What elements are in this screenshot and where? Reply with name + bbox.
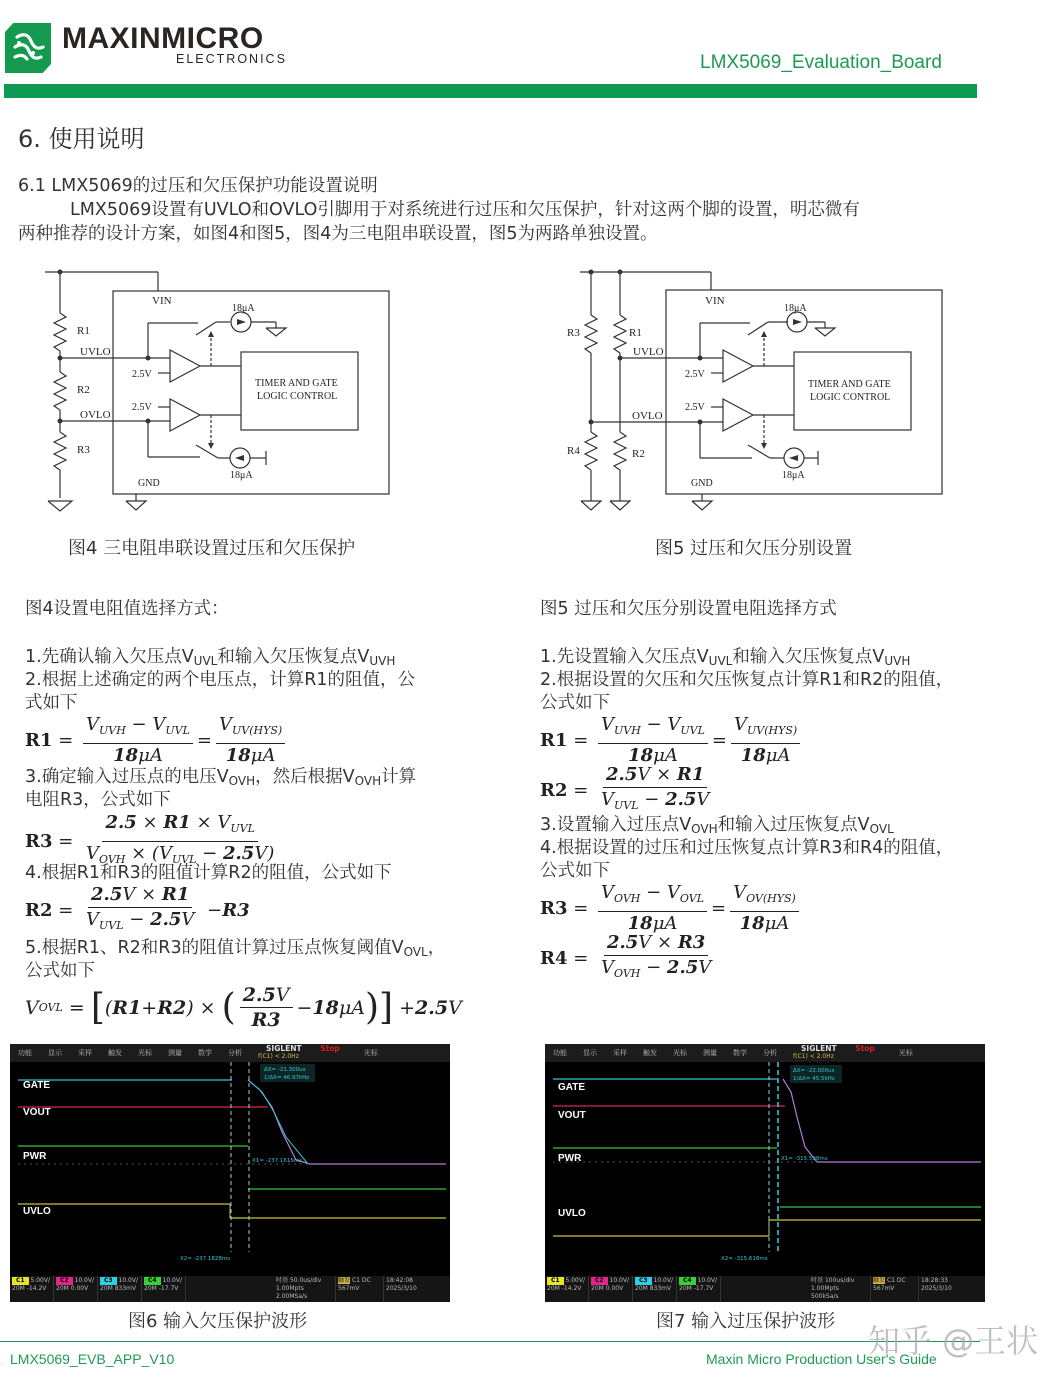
watermark: 知乎 @王状: [868, 1322, 1039, 1360]
trace-label-uvlo: UVLO: [23, 1206, 51, 1217]
svg-text:2.5V: 2.5V: [685, 369, 705, 380]
right-column-title: 图5 过压和欠压分别设置电阻选择方式: [540, 599, 837, 619]
svg-text:18μA: 18μA: [784, 303, 807, 314]
trace-label-gate: GATE: [23, 1080, 51, 1091]
svg-text:ΔX= -22.000us: ΔX= -22.000us: [793, 1068, 835, 1074]
oscilloscope-screenshot-fig7: [545, 1044, 985, 1302]
svg-text:LOGIC CONTROL: LOGIC CONTROL: [257, 391, 338, 402]
svg-text:OVLO: OVLO: [632, 410, 663, 422]
subsection-heading: 6.1 LMX5069的过压和欠压保护功能设置说明: [18, 176, 378, 196]
figure6-caption: 图6 输入欠压保护波形: [128, 1311, 308, 1332]
svg-text:VIN: VIN: [152, 295, 172, 307]
document-title: LMX5069_Evaluation_Board: [700, 52, 942, 73]
trace-label-uvlo: UVLO: [558, 1208, 586, 1219]
left-step2-cont: 式如下: [25, 693, 78, 713]
svg-text:TIMER AND GATE: TIMER AND GATE: [808, 379, 891, 390]
left-step5: 5.根据R1、R2和R3的阻值计算过压点恢复阈值$V_{OVL}$，: [25, 938, 446, 959]
left-formula-vovl: V OVL = [ ( R1 + R2 ) × ( $\frac{2.5V}{R3}$ − 18 μ A ) ] + 2.5 V: [25, 984, 462, 1031]
header-divider: [4, 84, 977, 98]
right-step4-cont: 公式如下: [540, 861, 610, 881]
footer-divider: [0, 1341, 980, 1342]
oscilloscope-screenshot-fig6: [10, 1044, 450, 1302]
scope-menubar: 功能 显示 采样 触发 光标 测量 数学 分析 SIGLENT Stop f(C1) < 2.0Hz 光标: [545, 1044, 985, 1062]
svg-text:R4: R4: [567, 445, 580, 457]
svg-text:X2= -237.1828ms: X2= -237.1828ms: [180, 1256, 231, 1262]
trace-label-gate: GATE: [558, 1082, 586, 1093]
svg-text:OVLO: OVLO: [80, 409, 111, 421]
footer-doc-id: LMX5069_EVB_APP_V10: [10, 1351, 175, 1367]
right-step1: 1.先设置输入欠压点$V_{UVL}$和输入欠压恢复点$V_{UVH}$: [540, 647, 911, 668]
logo-subtext: ELECTRONICS: [176, 52, 287, 66]
svg-text:X1= -315.598ms: X1= -315.598ms: [781, 1156, 828, 1162]
right-step2-cont: 公式如下: [540, 693, 610, 713]
svg-text:18μA: 18μA: [782, 470, 805, 481]
svg-text:2.5V: 2.5V: [685, 402, 705, 413]
scope-statusbar: C1 5.00V/ 20M -14.2V C2 10.0V/ 20M 0.00V C3 10.0V/ 20M 833mV C4 10.0V/ 20M -17.7V 时基 100us/div 1.00Mpts 500kSa/s 触发 C1 DC 567mV 18:28:33 2025/3/10: [545, 1276, 985, 1302]
left-step3: 3.确定输入过压点的电压$V_{OVH}$，然后根据$V_{OVH}$计算: [25, 767, 417, 788]
right-formula-r2: R2 = $\frac{2.5V \times R1}{V_{UVL} - 2.5V}$: [540, 764, 710, 812]
svg-text:VIN: VIN: [705, 295, 725, 307]
svg-text:2.5V: 2.5V: [132, 369, 152, 380]
right-step3: 3.设置输入过压点$V_{OVH}$和输入过压恢复点$V_{OVL}$: [540, 815, 894, 836]
right-step4: 4.根据设置的过压和过压恢复点计算R3和R4的阻值，: [540, 838, 954, 858]
left-column-title: 图4设置电阻值选择方式：: [25, 599, 229, 619]
svg-text:R2: R2: [77, 384, 90, 396]
left-step4: 4.根据R1和R3的阻值计算R2的阻值，公式如下: [25, 863, 392, 883]
svg-text:R3: R3: [567, 327, 580, 339]
left-formula-r3: R3 = $\frac{2.5 \times R1 \times V_{UVL}}{V_{OVH} \times (V_{UVL} - 2.5V)}$: [25, 812, 275, 866]
right-formula-r1: R1 = $\frac{V_{UVH} - V_{UVL}}{18\mu A}$ = $\frac{V_{UV(HYS)}}{18\mu A}$: [540, 714, 804, 767]
right-formula-r4: R4 = $\frac{2.5V \times R3}{V_{OVH} - 2.5V}$: [540, 932, 712, 980]
svg-text:X1= -237.1615ms: X1= -237.1615ms: [252, 1158, 303, 1164]
right-formula-r3: R3 = $\frac{V_{OVH} - V_{OVL}}{18\mu A}$ = $\frac{V_{OV(HYS)}}{18\mu A}$: [540, 882, 803, 935]
left-formula-r1: R1 = $\frac{V_{UVH} - V_{UVL}}{18\mu A}$ = $\frac{V_{UV(HYS)}}{18\mu A}$: [25, 714, 289, 767]
left-step3-cont: 电阻R3，公式如下: [25, 790, 171, 810]
figure4-circuit-diagram: [40, 265, 400, 515]
figure5-circuit-diagram: [560, 265, 950, 515]
left-formula-r2: R2 = $\frac{2.5V \times R1}{V_{UVL} - 2.5V}$ − R3: [25, 884, 250, 932]
svg-text:R2: R2: [632, 448, 645, 460]
trace-label-vout: VOUT: [558, 1110, 586, 1121]
svg-text:UVLO: UVLO: [633, 346, 664, 358]
left-step1: 1.先确认输入欠压点$V_{UVL}$和输入欠压恢复点$V_{UVH}$: [25, 647, 396, 668]
svg-text:GND: GND: [138, 478, 160, 489]
trace-label-vout: VOUT: [23, 1107, 51, 1118]
footer-guide-title: Maxin Micro Production User's Guide: [706, 1351, 937, 1367]
trace-label-pwr: PWR: [23, 1151, 47, 1162]
figure7-caption: 图7 输入过压保护波形: [656, 1311, 836, 1332]
svg-text:LOGIC CONTROL: LOGIC CONTROL: [810, 392, 891, 403]
svg-text:2.5V: 2.5V: [132, 402, 152, 413]
svg-text:GND: GND: [691, 478, 713, 489]
svg-text:R1: R1: [77, 325, 90, 337]
logo-text: MAXINMICRO: [62, 22, 264, 55]
right-step2: 2.根据设置的欠压和欠压恢复点计算R1和R2的阻值，: [540, 670, 954, 690]
left-step5-cont: 公式如下: [25, 961, 95, 981]
svg-text:1/ΔX= 45.5kHz: 1/ΔX= 45.5kHz: [793, 1076, 835, 1082]
svg-text:R3: R3: [77, 444, 90, 456]
intro-paragraph-line1: LMX5069设置有UVLO和OVLO引脚用于对系统进行过压和欠压保护，针对这两个脚的设置，明芯微有: [70, 200, 860, 220]
svg-text:TIMER AND GATE: TIMER AND GATE: [255, 378, 338, 389]
intro-paragraph-line2: 两种推荐的设计方案，如图4和图5，图4为三电阻串联设置，图5为两路单独设置。: [18, 224, 658, 244]
trace-label-pwr: PWR: [558, 1153, 582, 1164]
svg-text:R1: R1: [629, 327, 642, 339]
scope-statusbar: C1 5.00V/ 20M -14.2V C2 10.0V/ 20M 0.00V C3 10.0V/ 20M 833mV C4 10.0V/ 20M -17.7V 时基 50.0us/div 1.00Mpts 2.00MSa/s 触发 C1 DC 567mV 18:42:08 2025/3/10: [10, 1276, 450, 1302]
svg-text:X2= -315.618ms: X2= -315.618ms: [721, 1256, 768, 1262]
svg-text:ΔX= -21.300us: ΔX= -21.300us: [264, 1067, 306, 1073]
figure5-caption: 图5 过压和欠压分别设置: [655, 538, 853, 559]
svg-text:18μA: 18μA: [232, 303, 255, 314]
svg-text:18μA: 18μA: [230, 470, 253, 481]
left-step2: 2.根据上述确定的两个电压点，计算R1的阻值，公: [25, 670, 415, 690]
svg-text:1/ΔX= 46.97kHz: 1/ΔX= 46.97kHz: [264, 1075, 310, 1081]
logo-mark-icon: [5, 23, 51, 73]
svg-text:UVLO: UVLO: [80, 346, 111, 358]
figure4-caption: 图4 三电阻串联设置过压和欠压保护: [68, 538, 356, 559]
section-heading: 6. 使用说明: [18, 125, 145, 153]
scope-menubar: 功能 显示 采样 触发 光标 测量 数学 分析 SIGLENT Stop f(C1) < 2.0Hz 光标: [10, 1044, 450, 1062]
